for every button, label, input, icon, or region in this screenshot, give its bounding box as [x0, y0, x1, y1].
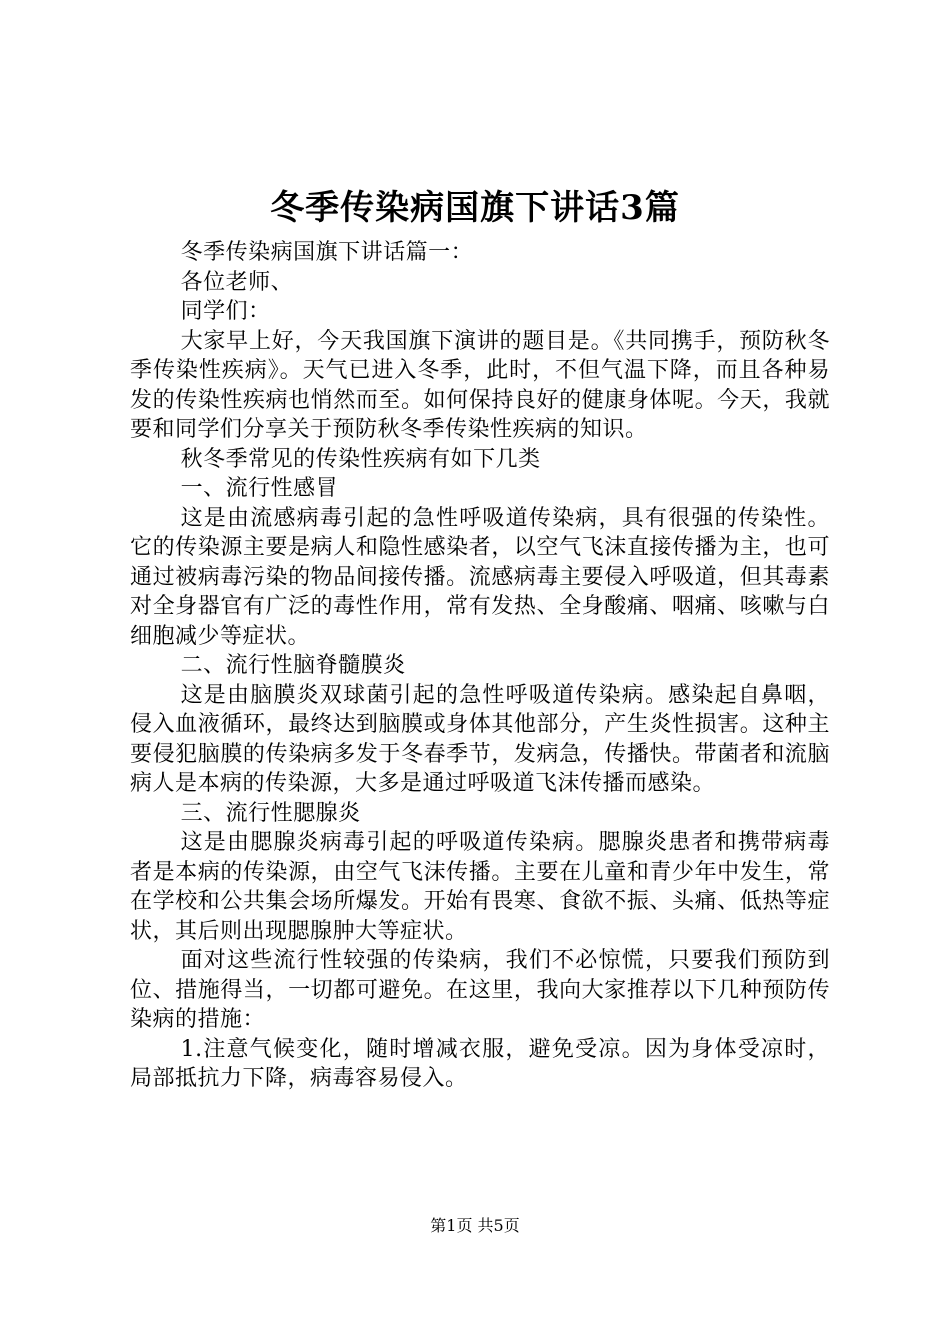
- paragraph-prevention-intro: 面对这些流行性较强的传染病，我们不必惊慌，只要我们预防到位、措施得当，一切都可避免。在这里，我向大家推荐以下几种预防传染病的措施：: [130, 948, 830, 1032]
- heading-meningitis: 二、流行性脑脊髓膜炎: [180, 653, 406, 678]
- document-body: [130, 238, 830, 1094]
- heading-influenza: 一、流行性感冒: [180, 476, 339, 501]
- paragraph-categories: 秋冬季常见的传染性疾病有如下几类: [180, 446, 541, 472]
- paragraph-intro: 大家早上好，今天我国旗下演讲的题目是。《共同携手，预防秋冬季传染性疾病》。天气已进入冬季，此时，不但气温下降，而且各种易发的传染性疾病也悄然而至。如何保持良好的健康身体呢。今天，我就要和同学们分享关于预防秋冬季传染性疾病的知识。: [130, 328, 830, 442]
- paragraph-section-heading: 冬季传染病国旗下讲话篇一：: [180, 240, 474, 265]
- paragraph-greeting-teachers: 各位老师、: [180, 269, 294, 295]
- paragraph-influenza: 这是由流感病毒引起的急性呼吸道传染病，具有很强的传染性。它的传染源主要是病人和隐性感染者，以空气飞沫直接传播为主，也可通过被病毒污染的物品间接传播。流感病毒主要侵入呼吸道，但其毒素对全身器官有广泛的毒性作用，常有发热、全身酸痛、咽痛、咳嗽与白细胞减少等症状。: [130, 505, 830, 649]
- page-footer: 第1页 共5页: [430, 1216, 520, 1235]
- heading-mumps: 三、流行性腮腺炎: [180, 800, 361, 826]
- paragraph-greeting-students: 同学们：: [180, 299, 271, 324]
- document-title: 冬季传染病国旗下讲话3篇: [270, 188, 680, 228]
- paragraph-mumps: 这是由腮腺炎病毒引起的呼吸道传染病。腮腺炎患者和携带病毒者是本病的传染源，由空气飞沫传播。主要在儿童和青少年中发生，常在学校和公共集会场所爆发。开始有畏寒、食欲不振、头痛、低热等症状，其后则出现腮腺肿大等症状。: [130, 830, 830, 944]
- paragraph-meningitis: 这是由脑膜炎双球菌引起的急性呼吸道传染病。感染起自鼻咽，侵入血液循环，最终达到脑膜或身体其他部分，产生炎性损害。这种主要侵犯脑膜的传染病多发于冬春季节，发病急，传播快。带菌者和流脑病人是本病的传染源，大多是通过呼吸道飞沫传播而感染。: [130, 682, 830, 796]
- paragraph-measure-1: 1.注意气候变化，随时增减衣服，避免受凉。因为身体受凉时，局部抵抗力下降，病毒容易侵入。: [130, 1036, 830, 1091]
